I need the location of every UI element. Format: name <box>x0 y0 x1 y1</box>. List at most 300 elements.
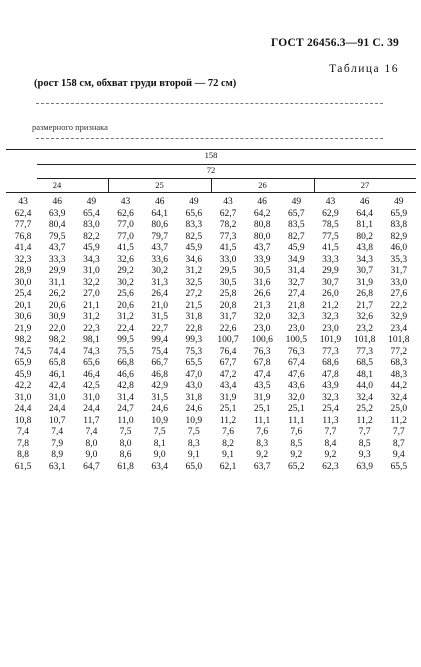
hip-cell: 49 <box>291 197 302 207</box>
table-cell: 25,4 <box>14 289 32 299</box>
table-cell: 7,4 <box>51 427 64 437</box>
table-cell: 11,2 <box>356 415 373 426</box>
table-cell: 64,7 <box>83 461 100 472</box>
table-cell: 26,0 <box>322 289 339 299</box>
table-cell: 24,4 <box>48 404 66 414</box>
table-cell: 31,7 <box>390 266 408 276</box>
hip-cell: 46 <box>154 197 165 207</box>
table-cell: 101,9 <box>319 335 342 345</box>
table-cell: 63,9 <box>356 461 373 472</box>
table-row <box>6 232 416 244</box>
table-cell: 23,0 <box>288 323 305 334</box>
table-cell: 76,4 <box>219 346 237 357</box>
table-cell: 63,9 <box>48 208 66 219</box>
table-cell: 34,9 <box>288 254 305 265</box>
table-cell: 78,2 <box>219 220 237 230</box>
table-row <box>6 243 416 255</box>
table-cell: 20,8 <box>219 300 237 311</box>
rule-groups <box>6 192 416 193</box>
table-cell: 42,2 <box>14 381 32 391</box>
table-cell: 65,9 <box>390 208 408 219</box>
table-cell: 27,2 <box>185 289 203 299</box>
table-row <box>6 255 416 267</box>
table-cell: 26,6 <box>253 289 271 299</box>
table-cell: 8,3 <box>256 438 269 449</box>
hip-cell: 49 <box>189 197 199 207</box>
table-cell: 20,6 <box>48 300 66 311</box>
group-divider <box>314 178 315 192</box>
table-cell: 8,1 <box>153 438 166 449</box>
table-cell: 64,2 <box>253 208 271 219</box>
table-cell: 29,5 <box>219 266 237 276</box>
table-cell: 46,1 <box>48 369 66 380</box>
table-cell: 83,8 <box>390 220 408 230</box>
table-cell: 9,2 <box>290 450 303 460</box>
table-cell: 32,6 <box>356 312 373 322</box>
table-cell: 99,3 <box>185 335 203 345</box>
table-cell: 22,2 <box>390 300 408 311</box>
table-cell: 31,1 <box>48 277 66 288</box>
hip-cell: 43 <box>325 197 336 207</box>
table-row <box>6 381 416 393</box>
table-cell: 29,9 <box>48 266 66 276</box>
table-cell: 77,3 <box>322 346 339 357</box>
table-cell: 68,5 <box>356 358 373 368</box>
table-row <box>6 450 416 462</box>
table-cell: 7,6 <box>222 427 234 437</box>
table-cell: 100,5 <box>285 335 308 345</box>
table-cell: 44,2 <box>390 381 408 391</box>
table-cell: 62,3 <box>322 461 339 472</box>
table-cell: 30,5 <box>219 277 237 288</box>
hip-cell: 43 <box>18 197 28 207</box>
table-cell: 30,7 <box>356 266 373 276</box>
table-cell: 21,2 <box>322 300 339 311</box>
table-cell: 100,7 <box>217 335 239 345</box>
table-cell: 80,6 <box>151 220 169 230</box>
table-cell: 48,1 <box>356 369 373 380</box>
table-cell: 32,3 <box>322 312 339 322</box>
table-cell: 9,0 <box>85 450 98 460</box>
table-cell: 22,8 <box>185 323 203 334</box>
table-cell: 24,4 <box>14 404 32 414</box>
table-cell: 34,3 <box>83 254 100 265</box>
table-cell: 11,2 <box>390 415 407 426</box>
height-header: 158 <box>204 150 218 160</box>
table-cell: 82,7 <box>288 231 305 242</box>
table-cell: 31,6 <box>253 277 271 288</box>
table-cell: 8,3 <box>187 438 200 449</box>
table-cell: 23,0 <box>253 323 271 334</box>
table-cell: 8,0 <box>119 438 132 449</box>
table-cell: 44,0 <box>356 381 373 391</box>
table-cell: 74,4 <box>48 346 66 357</box>
table-cell: 34,6 <box>185 254 203 265</box>
table-cell: 33,3 <box>48 254 66 265</box>
rule-chest <box>37 178 416 179</box>
table-cell: 46,4 <box>83 369 100 380</box>
table-cell: 10,9 <box>185 415 203 426</box>
table-cell: 98,2 <box>48 335 66 345</box>
table-cell: 20,6 <box>117 300 134 311</box>
table-cell: 78,5 <box>322 220 339 230</box>
table-cell: 9,0 <box>153 450 166 460</box>
table-cell: 30,7 <box>322 277 339 288</box>
table-cell: 77,5 <box>322 231 339 242</box>
table-cell: 66,7 <box>151 358 169 368</box>
table-cell: 98,1 <box>83 335 100 345</box>
table-cell: 31,2 <box>117 312 134 322</box>
table-cell: 31,4 <box>117 392 134 403</box>
hip-cell: 43 <box>223 197 233 207</box>
table-cell: 32,3 <box>322 392 339 403</box>
table-cell: 31,4 <box>288 266 305 276</box>
hip-cell: 49 <box>86 197 97 207</box>
hip-cell: 43 <box>120 197 131 207</box>
table-cell: 11,1 <box>254 415 271 426</box>
table-cell: 24,4 <box>83 404 100 414</box>
table-cell: 31,9 <box>219 392 237 403</box>
table-cell: 20,1 <box>14 300 32 311</box>
table-cell: 7,7 <box>392 427 405 437</box>
table-cell: 8,4 <box>324 438 337 449</box>
table-cell: 63,4 <box>151 461 169 472</box>
table-cell: 47,2 <box>219 369 237 380</box>
table-row <box>6 462 416 474</box>
table-cell: 8,7 <box>392 438 405 449</box>
table-cell: 43,8 <box>356 243 373 253</box>
table-cell: 10,7 <box>48 415 66 426</box>
table-cell: 31,8 <box>185 392 203 403</box>
table-cell: 26,8 <box>356 289 373 299</box>
table-cell: 21,3 <box>253 300 271 311</box>
table-cell: 31,5 <box>151 312 169 322</box>
table-cell: 43,7 <box>253 243 271 253</box>
table-cell: 7,4 <box>17 427 30 437</box>
table-cell: 75,5 <box>117 346 134 357</box>
table-cell: 32,9 <box>390 312 408 322</box>
table-label: Таблица 16 <box>329 63 399 75</box>
table-cell: 23,0 <box>322 323 339 334</box>
table-cell: 77,3 <box>356 346 373 357</box>
table-cell: 10,8 <box>14 415 32 426</box>
table-cell: 83,5 <box>288 220 305 230</box>
table-cell: 76,3 <box>253 346 271 357</box>
table-cell: 82,2 <box>83 231 100 242</box>
table-cell: 32,0 <box>253 312 271 322</box>
table-cell: 77,7 <box>14 220 32 230</box>
table-cell: 24,6 <box>151 404 169 414</box>
table-cell: 7,7 <box>324 427 337 437</box>
table-cell: 67,7 <box>219 358 237 368</box>
table-cell: 30,9 <box>48 312 66 322</box>
table-row <box>6 289 416 301</box>
header-divider <box>36 103 383 104</box>
table-cell: 31,3 <box>151 277 169 288</box>
table-cell: 43,4 <box>219 381 237 391</box>
table-cell: 8,6 <box>119 450 132 460</box>
table-cell: 33,0 <box>390 277 408 288</box>
standard-header: ГОСТ 26456.3—91 С. 39 <box>271 37 399 49</box>
data-table <box>6 197 416 473</box>
table-cell: 33,9 <box>253 254 271 265</box>
data-rows <box>6 209 416 474</box>
table-cell: 32,3 <box>14 254 32 265</box>
table-cell: 30,5 <box>253 266 271 276</box>
table-cell: 82,5 <box>185 231 203 242</box>
table-cell: 27,4 <box>288 289 305 299</box>
table-cell: 8,8 <box>17 450 30 460</box>
table-cell: 11,0 <box>117 415 134 426</box>
table-cell: 65,6 <box>83 358 100 368</box>
table-cell: 98,2 <box>14 335 32 345</box>
table-cell: 81,1 <box>356 220 373 230</box>
table-cell: 33,3 <box>322 254 339 265</box>
table-cell: 7,9 <box>51 438 64 449</box>
table-row <box>6 416 416 428</box>
table-cell: 66,8 <box>117 358 134 368</box>
table-cell: 43,7 <box>48 243 66 253</box>
table-cell: 31,2 <box>185 266 203 276</box>
table-cell: 31,9 <box>253 392 271 403</box>
table-cell: 32,4 <box>356 392 373 403</box>
table-row <box>6 312 416 324</box>
table-cell: 9,4 <box>392 450 405 460</box>
table-cell: 43,0 <box>185 381 203 391</box>
table-cell: 41,5 <box>322 243 339 253</box>
table-row <box>6 301 416 313</box>
table-row <box>6 427 416 439</box>
table-cell: 45,9 <box>288 243 305 253</box>
table-cell: 80,8 <box>253 220 271 230</box>
table-cell: 65,8 <box>48 358 66 368</box>
hip-cell: 49 <box>394 197 404 207</box>
table-cell: 21,1 <box>83 300 100 311</box>
waist-group-27: 27 <box>360 180 370 190</box>
table-cell: 7,5 <box>153 427 166 437</box>
table-cell: 24,6 <box>185 404 203 414</box>
table-cell: 23,4 <box>390 323 408 334</box>
table-cell: 11,2 <box>219 415 237 426</box>
group-divider <box>211 178 212 192</box>
table-cell: 9,2 <box>256 450 269 460</box>
table-cell: 30,6 <box>14 312 32 322</box>
table-row <box>6 347 416 359</box>
table-cell: 32,4 <box>390 392 408 403</box>
table-cell: 29,2 <box>117 266 134 276</box>
table-cell: 62,6 <box>117 208 134 219</box>
table-cell: 75,4 <box>151 346 169 357</box>
table-cell: 62,9 <box>322 208 339 219</box>
chest-header: 72 <box>206 165 216 175</box>
table-cell: 63,7 <box>253 461 271 472</box>
hip-header-row <box>6 197 416 209</box>
table-row <box>6 393 416 405</box>
table-cell: 26,2 <box>48 289 66 299</box>
table-cell: 11,3 <box>322 415 339 426</box>
table-cell: 46,6 <box>117 369 134 380</box>
table-row <box>6 439 416 451</box>
table-cell: 65,7 <box>288 208 305 219</box>
table-cell: 32,5 <box>185 277 203 288</box>
table-cell: 65,4 <box>83 208 100 219</box>
table-cell: 42,9 <box>151 381 169 391</box>
table-cell: 41,4 <box>14 243 32 253</box>
table-cell: 30,2 <box>117 277 134 288</box>
table-cell: 8,0 <box>85 438 98 449</box>
table-cell: 79,5 <box>48 231 66 242</box>
sign-label: размерного признака <box>32 122 108 132</box>
table-cell: 41,5 <box>117 243 134 253</box>
table-cell: 33,6 <box>151 254 169 265</box>
table-cell: 25,4 <box>322 404 339 414</box>
table-cell: 30,0 <box>14 277 32 288</box>
table-cell: 7,5 <box>119 427 132 437</box>
table-cell: 34,3 <box>356 254 373 265</box>
table-cell: 45,9 <box>14 369 32 380</box>
table-cell: 68,3 <box>390 358 408 368</box>
table-row <box>6 335 416 347</box>
table-cell: 62,7 <box>219 208 237 219</box>
table-cell: 22,0 <box>48 323 66 334</box>
table-cell: 32,7 <box>288 277 305 288</box>
table-cell: 25,0 <box>390 404 408 414</box>
table-cell: 32,3 <box>288 312 305 322</box>
hip-cell: 46 <box>52 197 62 207</box>
table-cell: 76,8 <box>14 231 32 242</box>
table-cell: 22,7 <box>151 323 169 334</box>
table-cell: 8,2 <box>222 438 234 449</box>
table-cell: 83,0 <box>83 220 100 230</box>
table-cell: 11,7 <box>83 415 100 426</box>
table-cell: 10,9 <box>151 415 169 426</box>
table-cell: 7,6 <box>256 427 269 437</box>
table-cell: 63,1 <box>48 461 66 472</box>
table-cell: 9,2 <box>324 450 337 460</box>
table-cell: 77,0 <box>117 220 134 230</box>
table-cell: 42,8 <box>117 381 134 391</box>
table-cell: 31,0 <box>83 266 100 276</box>
waist-group-24: 24 <box>52 180 62 190</box>
table-cell: 43,5 <box>253 381 271 391</box>
table-row <box>6 220 416 232</box>
table-cell: 21,8 <box>288 300 305 311</box>
table-cell: 33,0 <box>219 254 237 265</box>
table-cell: 46,0 <box>390 243 408 253</box>
hip-cell: 46 <box>359 197 370 207</box>
table-cell: 7,7 <box>358 427 371 437</box>
table-cell: 80,4 <box>48 220 66 230</box>
table-cell: 25,6 <box>117 289 134 299</box>
table-cell: 25,1 <box>253 404 271 414</box>
table-cell: 41,5 <box>219 243 237 253</box>
table-cell: 29,9 <box>322 266 339 276</box>
table-cell: 65,9 <box>14 358 32 368</box>
table-cell: 25,2 <box>356 404 373 414</box>
table-cell: 47,6 <box>288 369 305 380</box>
table-cell: 35,3 <box>390 254 408 265</box>
table-cell: 21,5 <box>185 300 203 311</box>
table-cell: 65,2 <box>288 461 305 472</box>
table-cell: 65,5 <box>185 358 203 368</box>
header-divider <box>36 138 383 139</box>
table-cell: 46,8 <box>151 369 169 380</box>
table-cell: 31,5 <box>151 392 169 403</box>
table-cell: 9,1 <box>222 450 234 460</box>
table-cell: 65,0 <box>185 461 203 472</box>
table-row <box>6 324 416 336</box>
table-cell: 67,4 <box>288 358 305 368</box>
table-cell: 23,2 <box>356 323 373 334</box>
table-cell: 80,0 <box>253 231 271 242</box>
table-cell: 31,0 <box>14 392 32 403</box>
table-cell: 7,5 <box>187 427 200 437</box>
group-divider <box>108 178 109 192</box>
table-row <box>6 370 416 382</box>
table-cell: 8,5 <box>290 438 303 449</box>
table-cell: 22,6 <box>219 323 237 334</box>
table-cell: 30,2 <box>151 266 169 276</box>
waist-group-26: 26 <box>258 180 267 190</box>
table-cell: 21,7 <box>356 300 373 311</box>
table-cell: 11,1 <box>288 415 305 426</box>
table-cell: 82,9 <box>390 231 408 242</box>
table-cell: 26,4 <box>151 289 169 299</box>
table-cell: 74,5 <box>14 346 32 357</box>
table-cell: 65,5 <box>390 461 408 472</box>
table-row <box>6 209 416 221</box>
table-cell: 32,6 <box>117 254 134 265</box>
table-cell: 65,6 <box>185 208 203 219</box>
table-cell: 9,1 <box>187 450 200 460</box>
table-row <box>6 404 416 416</box>
table-cell: 61,5 <box>14 461 32 472</box>
table-cell: 7,6 <box>290 427 303 437</box>
table-cell: 7,8 <box>17 438 30 449</box>
table-cell: 31,0 <box>83 392 100 403</box>
table-cell: 43,6 <box>288 381 305 391</box>
table-cell: 42,4 <box>48 381 66 391</box>
table-cell: 62,1 <box>219 461 237 472</box>
table-cell: 32,2 <box>83 277 100 288</box>
table-cell: 31,8 <box>185 312 203 322</box>
table-row <box>6 266 416 278</box>
table-cell: 25,8 <box>219 289 237 299</box>
table-cell: 47,8 <box>322 369 339 380</box>
table-cell: 100,6 <box>251 335 273 345</box>
table-cell: 47,0 <box>185 369 203 380</box>
table-cell: 99,4 <box>151 335 169 345</box>
table-cell: 74,3 <box>83 346 100 357</box>
table-cell: 31,2 <box>83 312 100 322</box>
table-cell: 8,9 <box>51 450 64 460</box>
table-cell: 61,8 <box>117 461 134 472</box>
table-note: (рост 158 см, обхват груди второй — 72 см) <box>34 78 237 89</box>
table-cell: 99,5 <box>117 335 134 345</box>
table-cell: 48,3 <box>390 369 408 380</box>
table-cell: 68,6 <box>322 358 339 368</box>
table-cell: 31,9 <box>356 277 373 288</box>
table-cell: 75,3 <box>185 346 203 357</box>
table-row <box>6 358 416 370</box>
table-cell: 42,5 <box>83 381 100 391</box>
table-cell: 45,9 <box>83 243 100 253</box>
table-cell: 47,4 <box>253 369 271 380</box>
table-cell: 77,2 <box>390 346 408 357</box>
table-cell: 31,0 <box>48 392 66 403</box>
table-cell: 83,3 <box>185 220 203 230</box>
table-cell: 80,2 <box>356 231 373 242</box>
